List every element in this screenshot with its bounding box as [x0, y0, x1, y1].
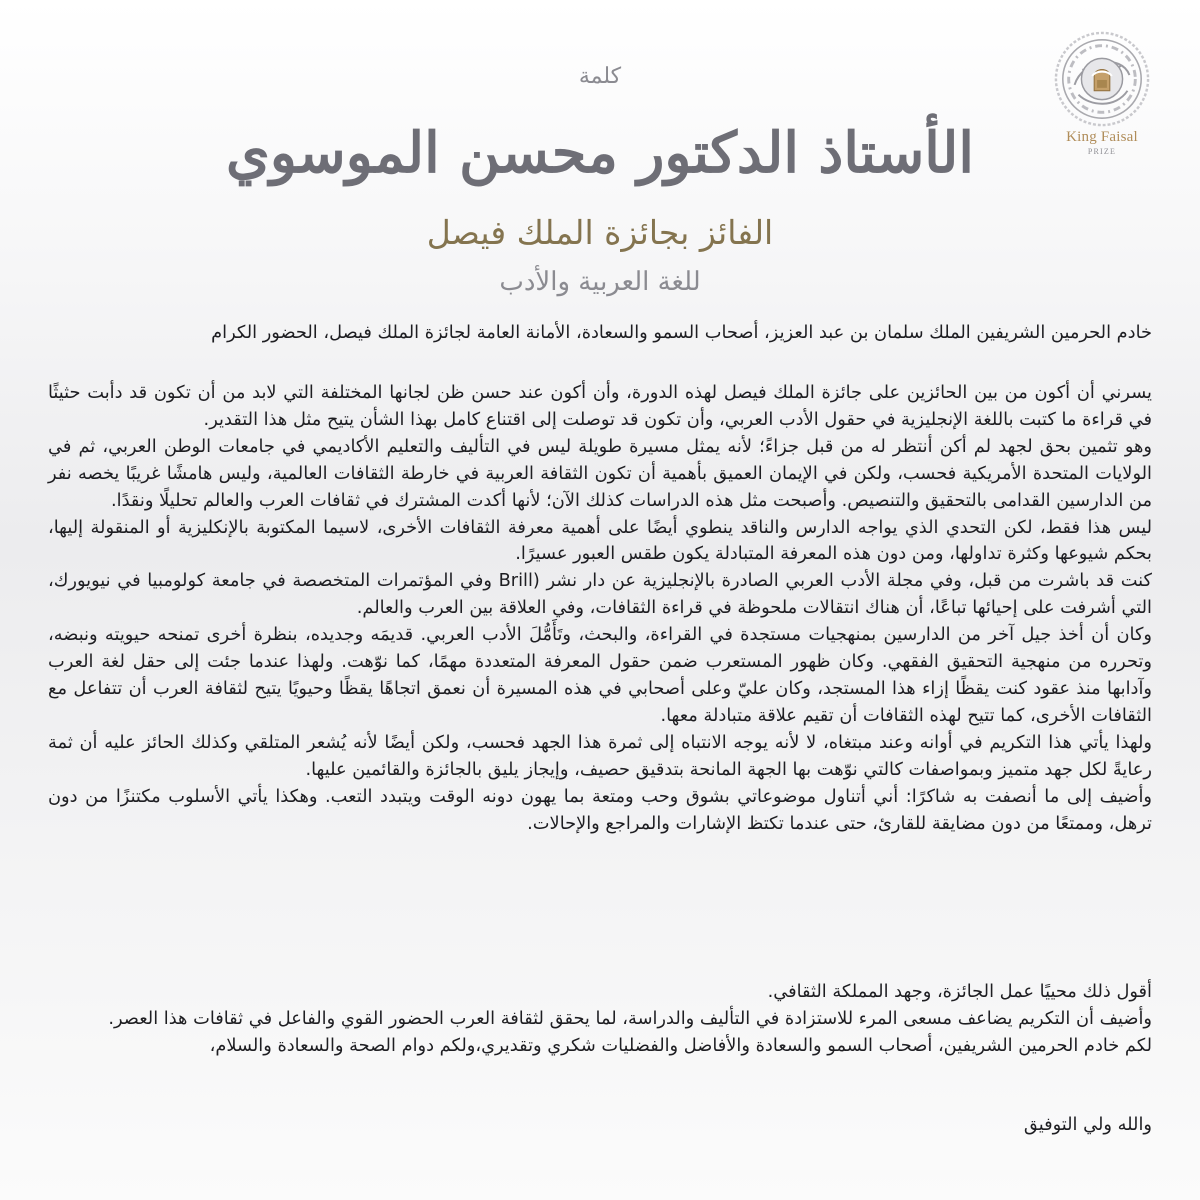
- signoff-line: والله ولي التوفيق: [1023, 1114, 1152, 1135]
- king-faisal-prize-logo: [1046, 30, 1158, 156]
- heading-prize-field: للغة العربية والأدب: [499, 267, 701, 297]
- speech-paragraph: وهو تثمين بحق لجهد لم أكن أنتظر له من قبل جزاءً؛ لأنه يمثل مسيرة طويلة ليس في التأليف والتعليم الأكاديمي في جامعات الوطن العربي، ثم في الولايات المتحدة الأمريكية فحسب، ولكن في الإيمان العميق بأهمية أن تكون الثقافة العربية في خارطة الثقافات العالمية، وليس هامشًا غريبًا يخصه نفر من الدارسين القدامى بالتحقيق والتنصيص. وأصبحت مثل هذه الدراسات كذلك الآن؛ لأنها أكدت المشترك في ثقافات العرب والعالم تحليلًا ونقدًا.: [48, 435, 1152, 511]
- logo-name: King Faisal: [1066, 129, 1138, 145]
- heading-laureate-name: الأستاذ الدكتور محسن الموسوي: [226, 120, 974, 186]
- speech-paragraph: كنت قد باشرت من قبل، وفي مجلة الأدب العربي الصادرة بالإنجليزية عن دار نشر (Brill وفي المؤتمرات المتخصصة في جامعة كولومبيا في نيويورك، التي أشرفت على إحيائها تباعًا، أن هناك انتقالات ملحوظة في قراءة الثقافات، وفي العلاقة بين العرب والعالم.: [48, 570, 1152, 619]
- logo-subtitle: PRIZE: [1087, 147, 1117, 156]
- speech-paragraph: يسرني أن أكون من بين الحائزين على جائزة الملك فيصل لهذه الدورة، وأن أكون عند حسن ظن لجانها المختلفة التي لابد من أن تكون قد دأبت حثيثًا في قراءة ما كتبت باللغة الإنجليزية في حقول الأدب العربي، وأن تكون قد توصلت إلى اقتناع كامل بهذا الشأن يتيح مثل هذا التقدير.: [48, 382, 1152, 430]
- calligraphy-seal-icon: [1053, 30, 1151, 128]
- heading-prize-title: الفائز بجائزة الملك فيصل: [426, 213, 774, 252]
- speech-body: [48, 380, 1152, 837]
- closing-lines: [48, 978, 1152, 1059]
- heading-kicker: كلمة: [578, 64, 622, 89]
- speech-paragraph: وكان أن أخذ جيل آخر من الدارسين بمنهجيات مستجدة في القراءة، والبحث، وتَأَمُّلَ الأدب العربي. قديمَه وجديده، بنظرة أخرى تمنحه حيويته ونبضه، وتحرره من منهجية التحقيق الفقهي. وكان ظهور المستعرب ضمن حقول المعرفة المتعددة مهمًا، كما نوّهت. ولهذا عندما جئت إلى حقل لغة العرب وآدابها منذ عقود كنت يقظًا إزاء هذا المستجد، وكان عليّ وعلى أصحابي في هذه المسيرة أن نعمق اتجاهًا يقظًا وحيويًا يتيح لثقافة العرب أن تتفاعل مع الثقافات الأخرى، كما تتيح لهذه الثقافات أن تقيم علاقة متبادلة معها.: [48, 624, 1152, 726]
- speech-paragraph: وأضيف إلى ما أنصفت به شاكرًا: أني أتناول موضوعاتي بشوق وحب ومتعة بما يهون دونه الوقت ويتبدد التعب. وهكذا يأتي الأسلوب مكتنزًا من دون ترهل، وممتعًا من دون مضايقة للقارئ، حتى عندما تكتظ الإشارات والمراجع والإحالات.: [48, 785, 1152, 834]
- salutation-line: خادم الحرمين الشريفين الملك سلمان بن عبد العزيز، أصحاب السمو والسعادة، الأمانة العامة لجائزة الملك فيصل، الحضور الكرام: [211, 322, 1152, 343]
- speech-paragraph: ولهذا يأتي هذا التكريم في أوانه وعند مبتغاه، لا لأنه يوجه الانتباه إلى ثمرة هذا الجهد فحسب، ولكن أيضًا لأنه يُشعر المتلقي وكذلك الحائز عليه أن ثمة رعايةً لكل جهد متميز وبمواصفات كالتي نوّهت بها الجهة المانحة بتدقيق حصيف، وإيجاز يليق بالجائزة والقائمين عليها.: [48, 731, 1152, 780]
- closing-line: لكم خادم الحرمين الشريفين، أصحاب السمو والسعادة والأفاضل والفضليات شكري وتقديري،ولكم دوام الصحة والسعادة والسلام،: [209, 1035, 1152, 1056]
- closing-line: وأضيف أن التكريم يضاعف مسعى المرء للاستزادة في التأليف والدراسة، لما يحقق لثقافة العرب الحضور القوي والفاعل في ثقافات هذا العصر.: [108, 1008, 1152, 1029]
- closing-line: أقول ذلك محييًا عمل الجائزة، وجهد المملكة الثقافي.: [767, 981, 1152, 1002]
- speech-paragraph: ليس هذا فقط، لكن التحدي الذي يواجه الدارس والناقد ينطوي أيضًا على أهمية معرفة الثقافات الأخرى، لاسيما المكتوبة بالإنكليزية أو المنقولة إليها، بحكم شيوعها وكثرة تداولها، ومن دون هذه المعرفة المتبادلة يكون طقس العبور عسيرًا.: [48, 516, 1152, 565]
